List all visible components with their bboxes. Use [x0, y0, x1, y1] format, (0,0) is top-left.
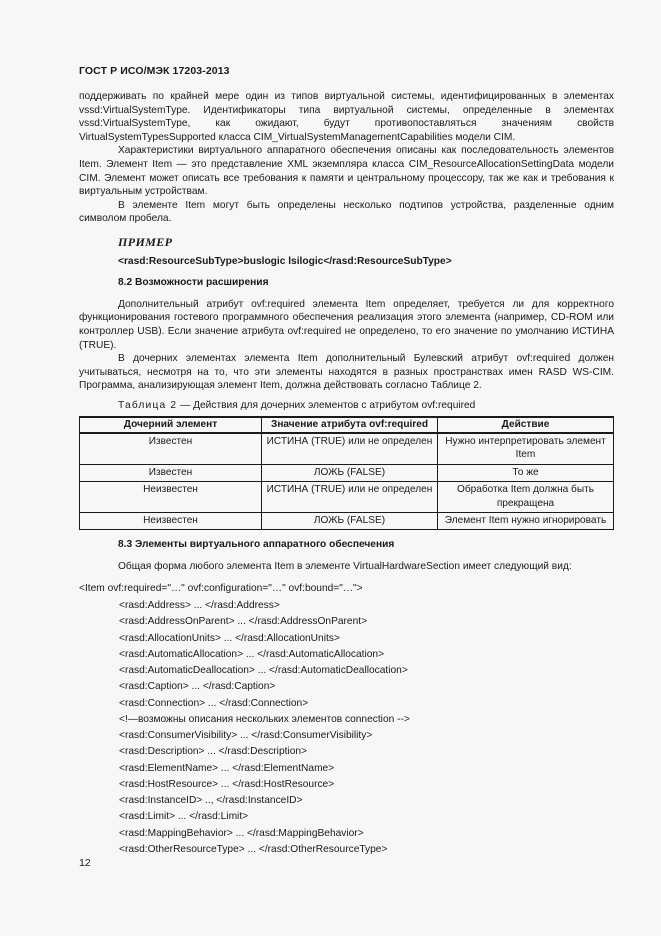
code-item-open: <Item ovf:required="…" ovf:configuration="…" ovf:bound="…"> [79, 582, 363, 594]
code-line: <rasd:InstanceID> .., </rasd:InstanceID> [119, 795, 303, 807]
paragraph: В элементе Item могут быть определены несколько подтипов устройства, разделенные одним символом пробела. [79, 199, 614, 225]
table-cell: То же [438, 464, 614, 481]
column-header: Дочерний элемент [80, 417, 262, 432]
paragraph: Дополнительный атрибут ovf:required элемента Item определяет, требуется ли для корректного функционирования гостевого программного обеспечения реализация этого элемента (например, CD-ROM или контроллер USB). Если значение атрибута ovf:required не определено, то его значение по умолчанию ИСТИНА (TRUE). [79, 298, 614, 351]
table-row [80, 512, 614, 529]
code-line: <rasd:ConsumerVisibility> ... </rasd:ConsumerVisibility> [119, 730, 373, 742]
table-cell: ЛОЖЬ (FALSE) [262, 464, 438, 481]
table-row [80, 464, 614, 481]
code-line: <rasd:AutomaticDeallocation> ... </rasd:AutomaticDeallocation> [119, 665, 408, 677]
table-cell: Известен [80, 433, 262, 464]
table-cell: Неизвестен [80, 482, 262, 513]
code-line: <!—возможны описания нескольких элементов connection --> [119, 713, 410, 725]
paragraph: Характеристики виртуального аппаратного обеспечения описаны как последовательность элементов Item. Элемент Item — это представление XML экземпляра класса CIM_ResourceAllocationSettingData модели CIM. Элемент может описать все требования к памяти и центральному процессору, так же как и требования к виртуальным устройствам. [79, 145, 614, 198]
table-cell: Элемент Item нужно игнорировать [438, 512, 614, 529]
example-code: <rasd:ResourceSubType>buslogic lsilogic</rasd:ResourceSubType> [118, 255, 452, 267]
table-cell: Неизвестен [80, 512, 262, 529]
column-header: Значение атрибута ovf:required [262, 417, 438, 432]
code-line: <rasd:AllocationUnits> ... </rasd:AllocationUnits> [119, 632, 340, 644]
paragraph: Общая форма любого элемента Item в элементе VirtualHardwareSection имеет следующий вид: [118, 560, 572, 572]
example-title: ПРИМЕР [118, 234, 173, 249]
code-line: <rasd:Caption> ... </rasd:Caption> [119, 681, 276, 693]
document-header: ГОСТ Р ИСО/МЭК 17203-2013 [79, 65, 230, 77]
code-line: <rasd:ElementName> ... </rasd:ElementName> [119, 762, 335, 774]
table-cell: ИСТИНА (TRUE) или не определен [262, 482, 438, 513]
section-heading-8-3: 8.3 Элементы виртуального аппаратного обеспечения [118, 539, 395, 551]
code-line: <rasd:Address> ... </rasd:Address> [119, 600, 280, 612]
code-line: <rasd:Limit> ... </rasd:Limit> [119, 811, 249, 823]
code-line: <rasd:Description> ... </rasd:Description> [119, 746, 307, 758]
code-line: <rasd:AutomaticAllocation> ... </rasd:AutomaticAllocation> [119, 648, 385, 660]
table-cell: Обработка Item должна быть прекращена [438, 482, 614, 513]
code-line: <rasd:Connection> ... </rasd:Connection> [119, 697, 309, 709]
paragraph: поддерживать по крайней мере один из типов виртуальной системы, идентифицированных в элементах vssd:VirtualSystemType. Идентификаторы типа виртуальной системы, определенные в элементах vssd:VirtualSystemType, как ожидают, будут противопоставляться значениям свойств VirtualSystemTypesSupported класса CIM_VirtualSystemManagementCapabilities модели CIM. [79, 91, 614, 143]
table-cell: Нужно интерпретировать элемент Item [438, 433, 614, 464]
table-row [80, 482, 614, 513]
table-cell: ИСТИНА (TRUE) или не определен [262, 433, 438, 464]
paragraph: В дочерних элементах элемента Item дополнительный Булевский атрибут ovf:required должен учитываться, несмотря на то, что эти элементы находятся в разных пространствах имен RASD WS-CIM. Программа, анализирующая элемент Item, должна действовать согласно Таблице 2. [79, 353, 614, 392]
table-row [80, 433, 614, 464]
table-caption-text: — Действия для дочерних элементов с атрибутом ovf:required [177, 399, 476, 411]
table-caption [118, 399, 614, 413]
code-line: <rasd:AddressOnParent> ... </rasd:AddressOnParent> [119, 616, 368, 628]
table-header-row [80, 417, 614, 432]
table-caption-label: Таблица 2 [118, 399, 178, 411]
document-body [79, 90, 614, 858]
code-line: <rasd:MappingBehavior> ... </rasd:MappingBehavior> [119, 827, 364, 839]
table-cell: ЛОЖЬ (FALSE) [262, 512, 438, 529]
section-heading-8-2: 8.2 Возможности расширения [118, 277, 269, 289]
code-block [119, 598, 614, 858]
table-cell: Известен [80, 464, 262, 481]
column-header: Действие [438, 417, 614, 432]
page-number: 12 [79, 857, 91, 869]
actions-table [79, 416, 614, 530]
code-line: <rasd:HostResource> ... </rasd:HostResource> [119, 778, 335, 790]
code-line: <rasd:OtherResourceType> ... </rasd:OtherResourceType> [119, 843, 388, 855]
